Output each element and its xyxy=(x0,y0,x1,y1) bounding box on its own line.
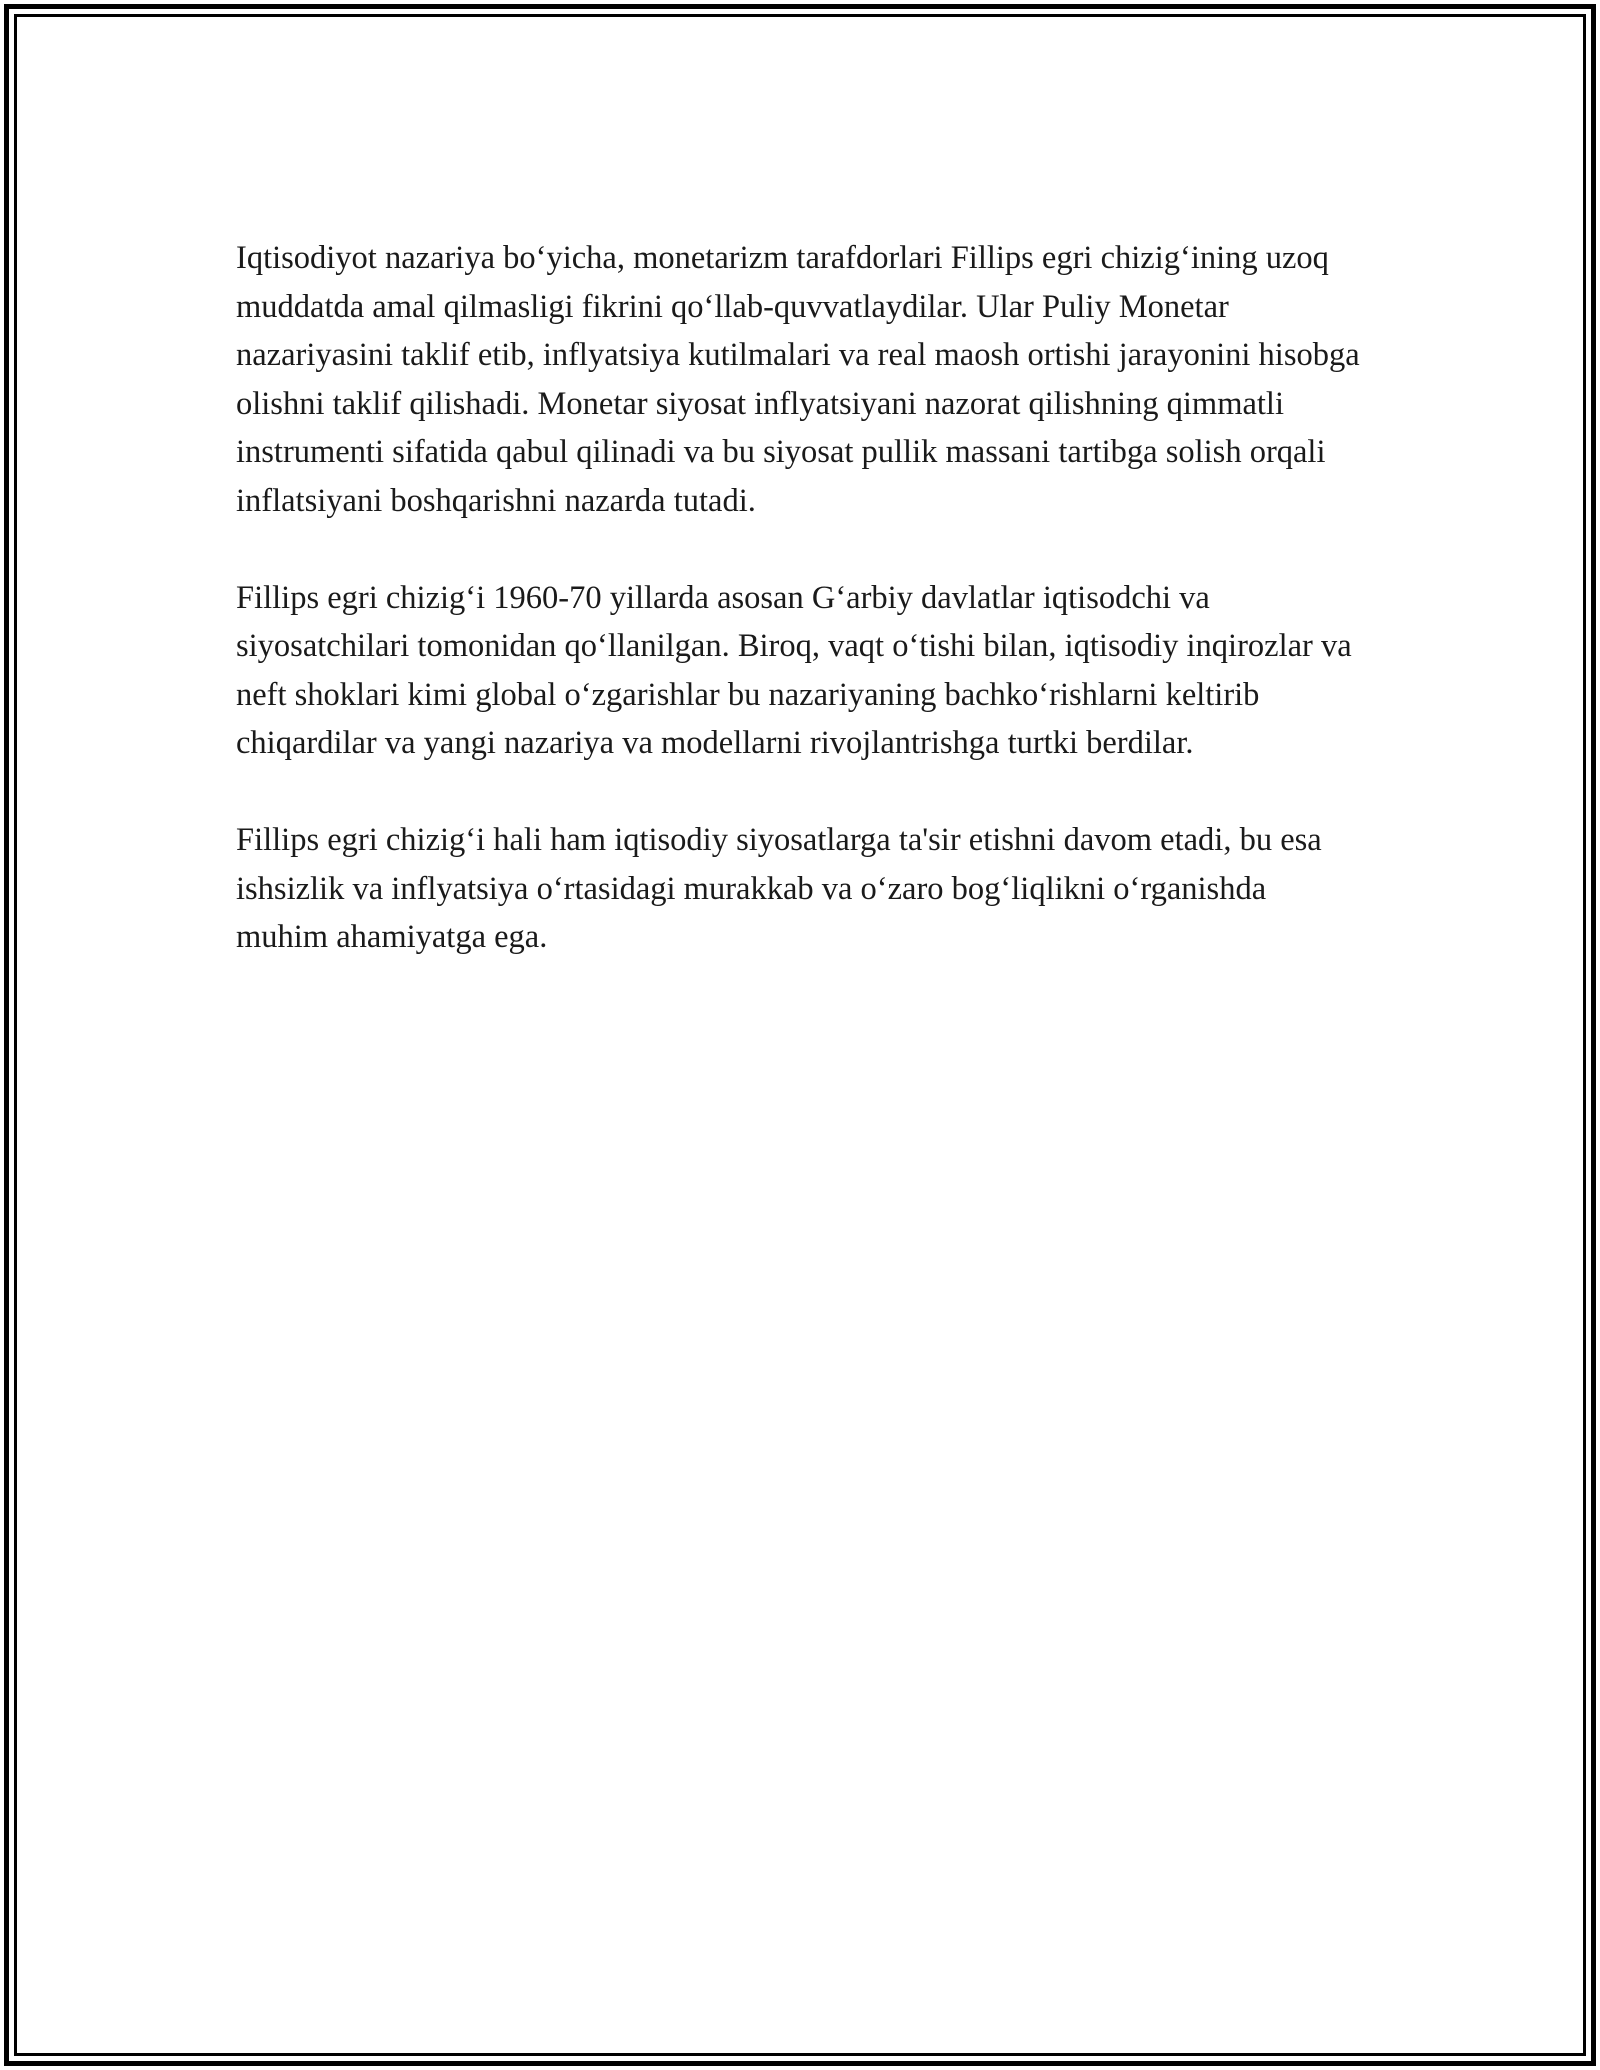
paragraph-1: Iqtisodiyot nazariya bo‘yicha, monetarizm tarafdorlari Fillips egri chizig‘ining uzoq muddatda amal qilmasligi fikrini qo‘llab-quvvatlaydilar. Ular Puliy Monetar nazariyasini taklif etib, inflyatsiya kutilmalari va real maosh ortishi jarayonini hisobga olishni taklif qilishadi. Monetar siyosat inflyatsiyani nazorat qilishning qimmatli instrumenti sifatida qabul qilinadi va bu siyosat pullik massani tartibga solish orqali inflatsiyani boshqarishni nazarda tutadi. xyxy=(236,240,1360,519)
paragraph-3: Fillips egri chizig‘i hali ham iqtisodiy siyosatlarga ta'sir etishni davom etadi, bu esa ishsizlik va inflyatsiya o‘rtasidagi murakkab va o‘zaro bog‘liqlikni o‘rganishda muhim ahamiyatga ega. xyxy=(236,822,1322,955)
document-body xyxy=(236,234,1366,1010)
paragraph-2: Fillips egri chizig‘i 1960-70 yillarda asosan G‘arbiy davlatlar iqtisodchi va siyosatchilari tomonidan qo‘llanilgan. Biroq, vaqt o‘tishi bilan, iqtisodiy inqirozlar va neft shoklari kimi global o‘zgarishlar bu nazariyaning bachko‘rishlarni keltirib chiqardilar va yangi nazariya va modellarni rivojlantrishga turtki berdilar. xyxy=(236,579,1352,761)
